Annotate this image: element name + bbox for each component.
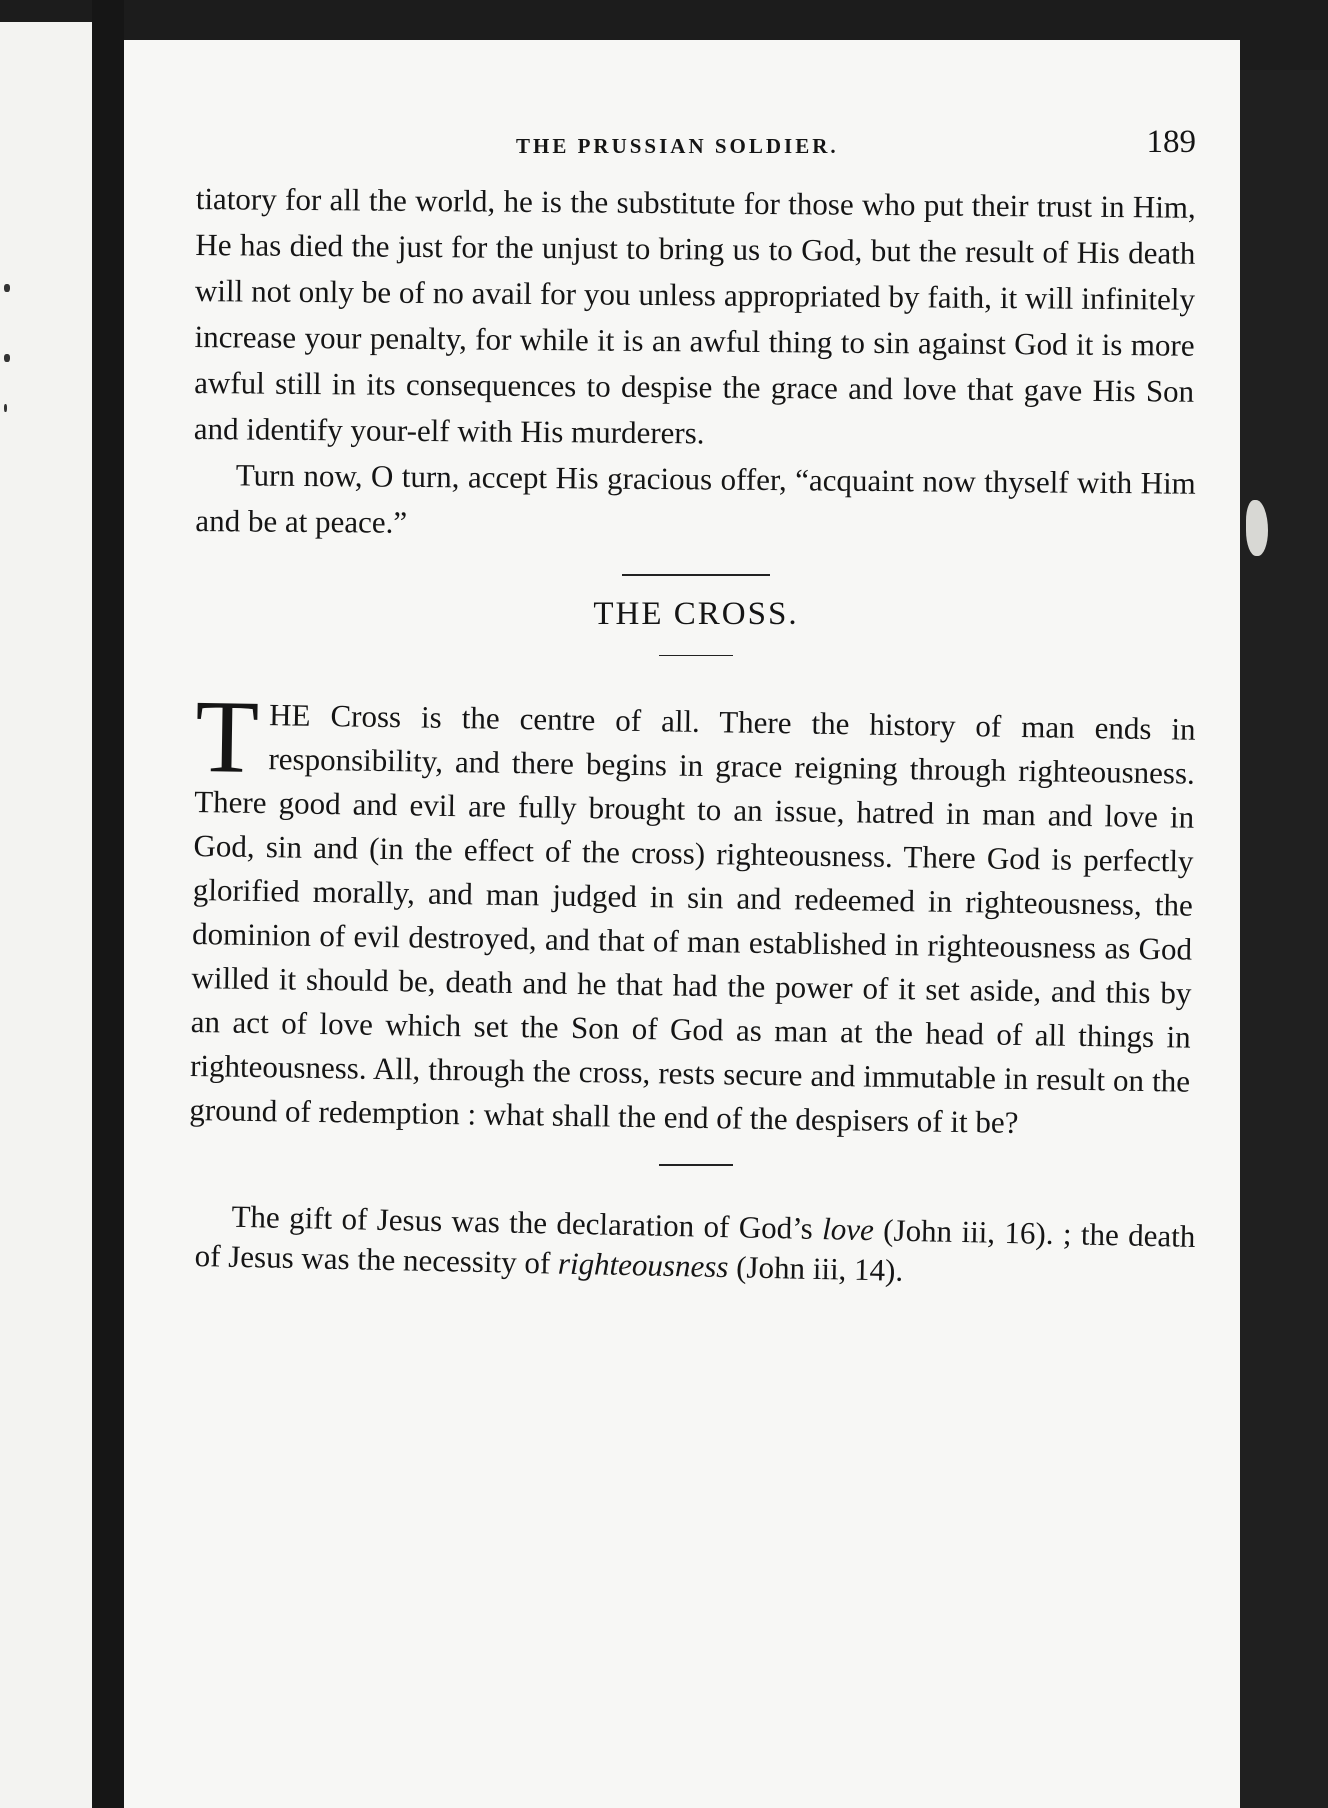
book-gutter bbox=[92, 0, 124, 1808]
footnote-text-1: The gift of Jesus was the declaration of God’s bbox=[231, 1198, 823, 1247]
scan-speck bbox=[4, 404, 7, 412]
footnote-italic-love: love bbox=[821, 1211, 875, 1248]
section-title: THE CROSS. bbox=[593, 596, 799, 632]
footnote bbox=[194, 1196, 1195, 1297]
paper-chip bbox=[1246, 500, 1268, 556]
footnote-text-2: (John iii, 16). ; the death of Jesus was the necessity of bbox=[194, 1212, 1196, 1281]
running-title: THE PRUSSIAN SOLDIER. bbox=[516, 134, 839, 158]
paragraph-continuation: tiatory for all the world, he is the substitute for those who put their trust in Him, He has died the just for the unjust to bring us to God, but the result of His death will not only be of no avail for you unless appropriated by faith, it will infinitely increase your penalty, for while it is an awful thing to sin against God it is more awful still in its consequences to despise the grace and love that gave His Son and identify your-elf with His murderers. bbox=[193, 180, 1196, 451]
facing-page-edge bbox=[0, 22, 92, 1808]
section-body-text: HE Cross is the centre of all. There the history of man ends in responsibility, and there begins in grace reigning through righteousness. There good and evil are fully brought to an issue, hatred in man and love in God, sin and (in the effect of the cross) righteousness. There God is perfectly glorified morally, and man judged in sin and redeemed in righteousness, the dominion of evil destroyed, and that of man established in righteousness as God willed it should be, death and he that had the power of it set aside, and this by an act of love which set the Son of God as man at the head of all things in righteousness. All, through the cross, rests secure and immutable in result on the ground of redemption : what shall the end of the despisers of it be? bbox=[189, 697, 1196, 1140]
page-content bbox=[189, 120, 1196, 1288]
scan-speck bbox=[4, 354, 10, 362]
scanner-edge bbox=[1240, 70, 1328, 1808]
drop-cap: T bbox=[194, 679, 260, 795]
footnote-text-3: (John iii, 14). bbox=[728, 1249, 904, 1288]
paragraph-invitation: Turn now, O turn, accept His gracious offer, “acquaint now thyself with Him and be at peace.” bbox=[195, 457, 1196, 540]
page-number: 189 bbox=[1146, 124, 1196, 160]
running-head bbox=[196, 120, 1196, 176]
book-page bbox=[124, 40, 1240, 1808]
scan-speck bbox=[4, 284, 10, 292]
section-rule-bottom bbox=[659, 655, 733, 656]
section-body bbox=[189, 679, 1196, 1148]
section-rule-top bbox=[622, 574, 770, 576]
footnote-rule bbox=[659, 1164, 733, 1166]
footnote-italic-righteousness: righteousness bbox=[557, 1245, 729, 1285]
